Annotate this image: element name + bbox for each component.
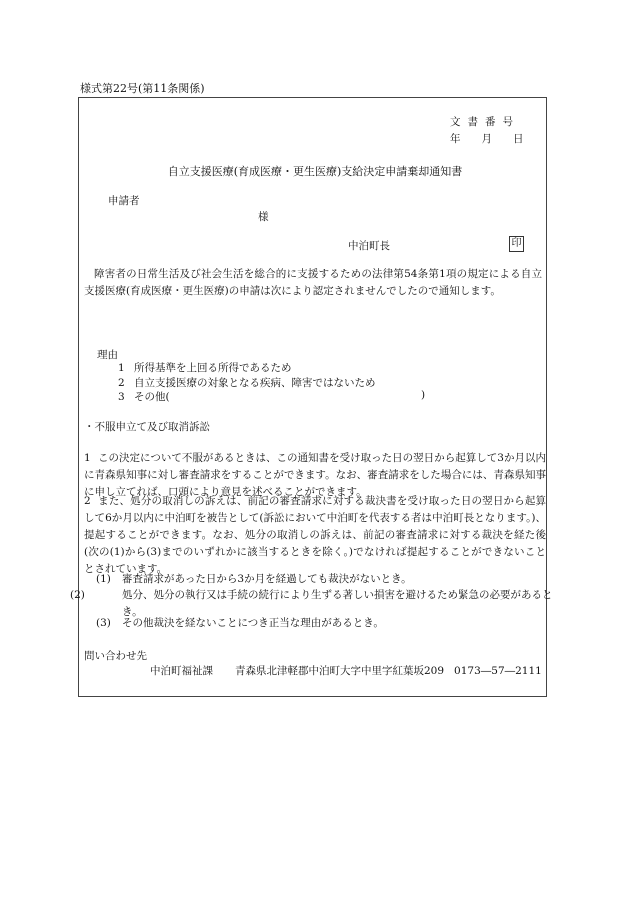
reason-number: 1 xyxy=(118,362,125,374)
contact-label: 問い合わせ先 xyxy=(84,650,147,662)
notice-body: 障害者の日常生活及び社会生活を総合的に支援するための法律第54条第1項の規定による自立支援医療(育成医療・更生医療)の申請は次により認定されませんでしたので通知します。 xyxy=(84,268,542,297)
contact-phone: 0173―57―2111 xyxy=(454,665,542,677)
applicant-honorific: 様 xyxy=(258,211,269,223)
sub-item-text: 処分、処分の執行又は手続の続行により生ずる著しい損害を避けるため緊急の必要があるとき。 xyxy=(122,589,553,618)
applicant-label: 申請者 xyxy=(108,195,140,207)
reason-item xyxy=(118,360,292,375)
objection-paragraph xyxy=(84,493,546,578)
form-label: 様式第22号(第11条関係) xyxy=(80,82,205,95)
paragraph-text: また、処分の取消しの訴えは、前記の審査請求に対する裁決書を受け取った日の翌日から起算して6か月以内に中泊町を被告として(訴訟において中泊町を代表する者は中泊町長となります。)、提起することができます。なお、処分の取消しの訴えは、前記の審査請求に対する裁決を経た後(次の(1)から(3)までのいずれかに該当するときを除く。)でなければ提起することができないこととされています。 xyxy=(84,495,547,575)
document-title: 自立支援医療(育成医療・更生医療)支給決定申請棄却通知書 xyxy=(167,165,463,178)
contact-department: 中泊町福祉課 xyxy=(150,665,213,677)
reason-text: その他( xyxy=(134,391,170,403)
issuer-name: 中泊町長 xyxy=(348,240,390,252)
contact-info xyxy=(150,663,542,678)
reason-item xyxy=(118,375,376,390)
sub-item-number: (3) xyxy=(96,617,111,629)
sub-item-text: その他裁決を経ないことにつき正当な理由があるとき。 xyxy=(122,617,384,629)
objection-sub-item xyxy=(96,615,544,632)
paragraph-number: 1 xyxy=(84,452,91,464)
reason-text: 所得基準を上回る所得であるため xyxy=(134,362,292,374)
reason-text: 自立支援医療の対象となる疾病、障害ではないため xyxy=(134,377,376,389)
reason-other-close-paren: ) xyxy=(421,389,426,401)
document-number-label: 文書番号 xyxy=(450,116,520,128)
contact-address: 青森県北津軽郡中泊町大字中里字紅葉坂209 xyxy=(235,665,445,677)
paragraph-text: この決定について不服があるときは、この通知書を受け取った日の翌日から起算して3か月以内に青森県知事に対し審査請求をすることができます。なお、審査請求をした場合には、青森県知事に申し立てれば、口頭により意見を述べることができます。 xyxy=(84,452,546,498)
reason-number: 3 xyxy=(118,391,125,403)
sub-item-number: (2) xyxy=(70,589,85,601)
paragraph-number: 2 xyxy=(84,495,91,507)
reason-label: 理由 xyxy=(97,349,118,361)
reason-number: 2 xyxy=(118,377,125,389)
objection-heading: ・不服申立て及び取消訴訟 xyxy=(84,421,210,433)
document-date-label: 年 月 日 xyxy=(450,133,524,145)
reason-item xyxy=(118,389,170,404)
sub-item-number: (1) xyxy=(96,573,111,585)
sub-item-text: 審査請求があった日から3か月を経過しても裁決がないとき。 xyxy=(122,573,412,585)
seal-stamp: 印 xyxy=(509,236,524,252)
objection-sub-item xyxy=(96,571,544,588)
